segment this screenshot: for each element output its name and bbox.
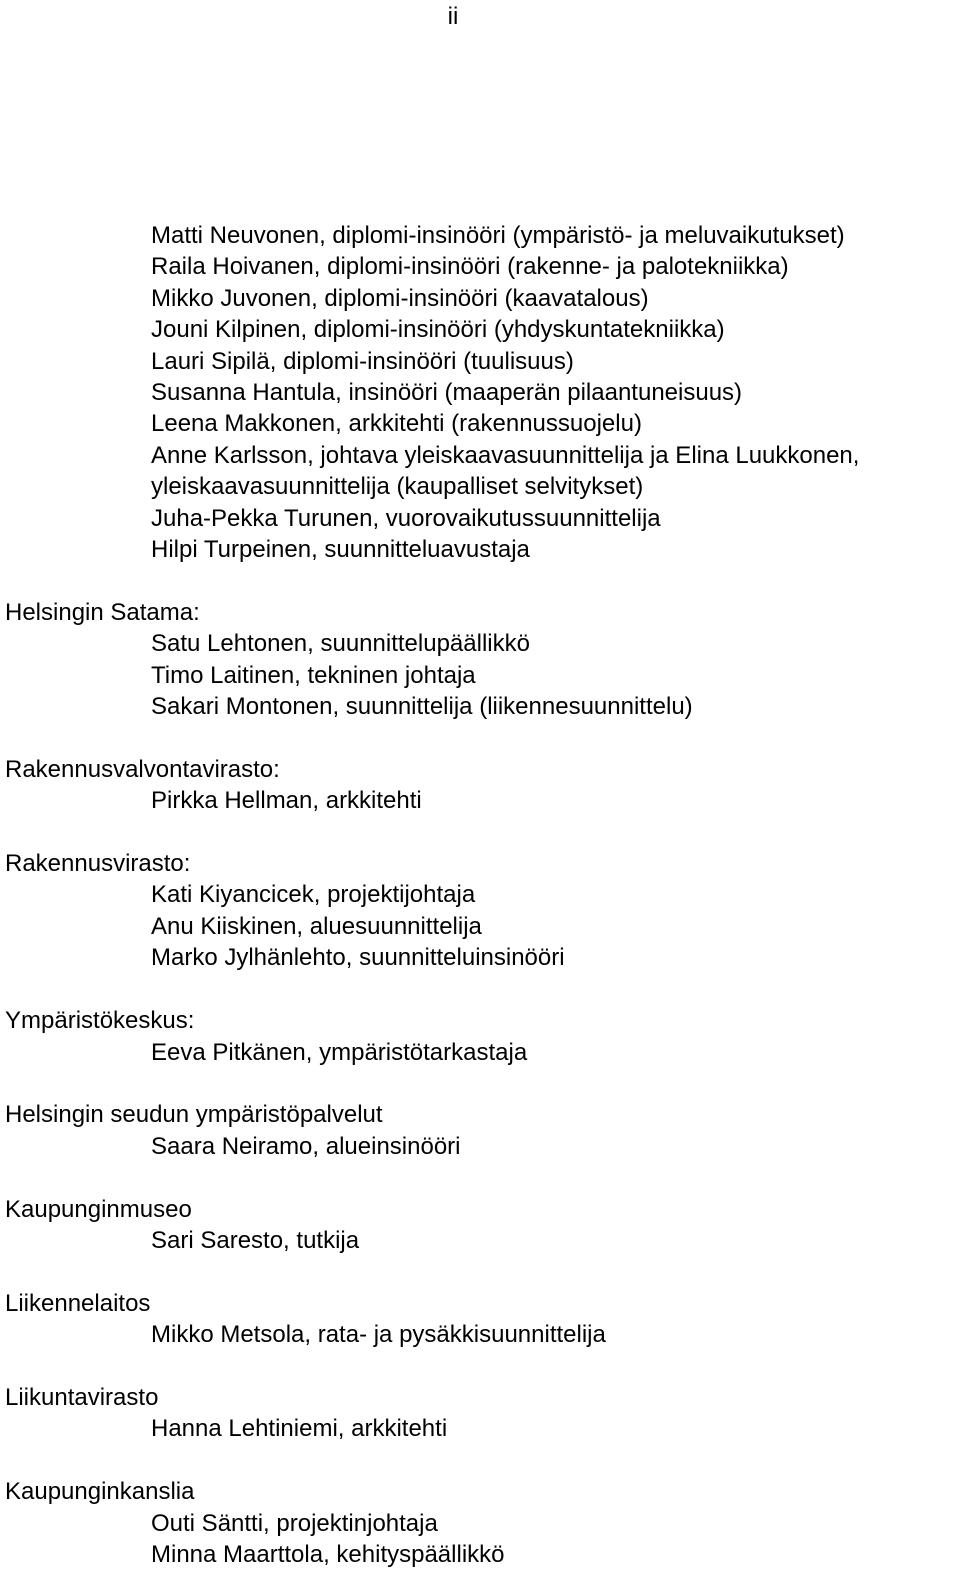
member-line: Leena Makkonen, arkkitehti (rakennussuojelu) — [151, 410, 642, 438]
org-group-helsingin-satama — [5, 597, 955, 723]
member-line: Marko Jylhänlehto, suunnitteluinsinööri — [151, 944, 565, 972]
org-heading: Rakennusvalvontavirasto: — [5, 755, 280, 783]
member-line: Saara Neiramo, alueinsinööri — [151, 1132, 461, 1160]
lead-members-list — [5, 220, 955, 565]
lead-group — [5, 220, 955, 565]
member-line: Satu Lehtonen, suunnittelupäällikkö — [151, 630, 530, 658]
member-line: Eeva Pitkänen, ympäristötarkastaja — [151, 1038, 528, 1066]
member-line: Minna Maarttola, kehityspäällikkö — [151, 1540, 505, 1568]
org-members-list — [5, 1319, 955, 1350]
org-group-liikuntavirasto — [5, 1382, 955, 1445]
org-heading: Ympäristökeskus: — [5, 1007, 195, 1035]
org-heading: Liikuntavirasto — [5, 1383, 159, 1411]
member-line: Pirkka Hellman, arkkitehti — [151, 787, 422, 815]
org-heading: Rakennusvirasto: — [5, 850, 191, 878]
member-line: Hanna Lehtiniemi, arkkitehti — [151, 1415, 448, 1443]
org-group-ymparistokeskus — [5, 1005, 955, 1068]
member-line: Outi Säntti, projektinjohtaja — [151, 1509, 438, 1537]
org-members-list — [5, 1225, 955, 1256]
org-members-list — [5, 879, 955, 973]
org-members-list — [5, 1131, 955, 1162]
page-number: ii — [447, 3, 459, 30]
org-group-kaupunginmuseo — [5, 1194, 955, 1257]
member-line: yleiskaavasuunnittelija (kaupalliset selvitykset) — [151, 473, 644, 501]
document-body — [5, 220, 955, 1570]
member-line: Mikko Juvonen, diplomi-insinööri (kaavatalous) — [151, 284, 649, 312]
member-line: Matti Neuvonen, diplomi-insinööri (ympäristö- ja meluvaikutukset) — [151, 222, 845, 249]
member-line: Raila Hoivanen, diplomi-insinööri (rakenne- ja palotekniikka) — [151, 253, 789, 281]
org-members-list — [5, 628, 955, 722]
member-line: Susanna Hantula, insinööri (maaperän pilaantuneisuus) — [151, 379, 743, 407]
member-line: Kati Kiyancicek, projektijohtaja — [151, 881, 476, 909]
org-heading: Kaupunginmuseo — [5, 1195, 192, 1223]
org-group-liikennelaitos — [5, 1288, 955, 1351]
org-group-hsy — [5, 1099, 955, 1162]
member-line: Sari Saresto, tutkija — [151, 1226, 360, 1254]
member-line: Sakari Montonen, suunnittelija (liikennesuunnittelu) — [151, 693, 693, 721]
org-members-list — [5, 1508, 955, 1571]
org-members-list — [5, 1037, 955, 1068]
org-heading: Helsingin Satama: — [5, 598, 200, 626]
org-group-rakennusvalvontavirasto — [5, 754, 955, 817]
member-line: Lauri Sipilä, diplomi-insinööri (tuulisuus) — [151, 347, 574, 375]
org-group-kaupunginkanslia — [5, 1476, 955, 1570]
org-heading: Helsingin seudun ympäristöpalvelut — [5, 1101, 383, 1129]
org-members-list — [5, 1413, 955, 1444]
member-line: Anu Kiiskinen, aluesuunnittelija — [151, 912, 482, 940]
org-heading: Liikennelaitos — [5, 1289, 151, 1317]
org-members-list — [5, 785, 955, 816]
member-line: Mikko Metsola, rata- ja pysäkkisuunnittelija — [151, 1321, 606, 1349]
member-line: Timo Laitinen, tekninen johtaja — [151, 661, 476, 689]
org-group-rakennusvirasto — [5, 848, 955, 974]
member-line: Jouni Kilpinen, diplomi-insinööri (yhdyskuntatekniikka) — [151, 316, 725, 344]
member-line: Anne Karlsson, johtava yleiskaavasuunnittelija ja Elina Luukkonen, — [151, 441, 860, 469]
member-line: Hilpi Turpeinen, suunnitteluavustaja — [151, 536, 530, 564]
member-line: Juha-Pekka Turunen, vuorovaikutussuunnittelija — [151, 504, 661, 532]
org-heading: Kaupunginkanslia — [5, 1478, 195, 1506]
